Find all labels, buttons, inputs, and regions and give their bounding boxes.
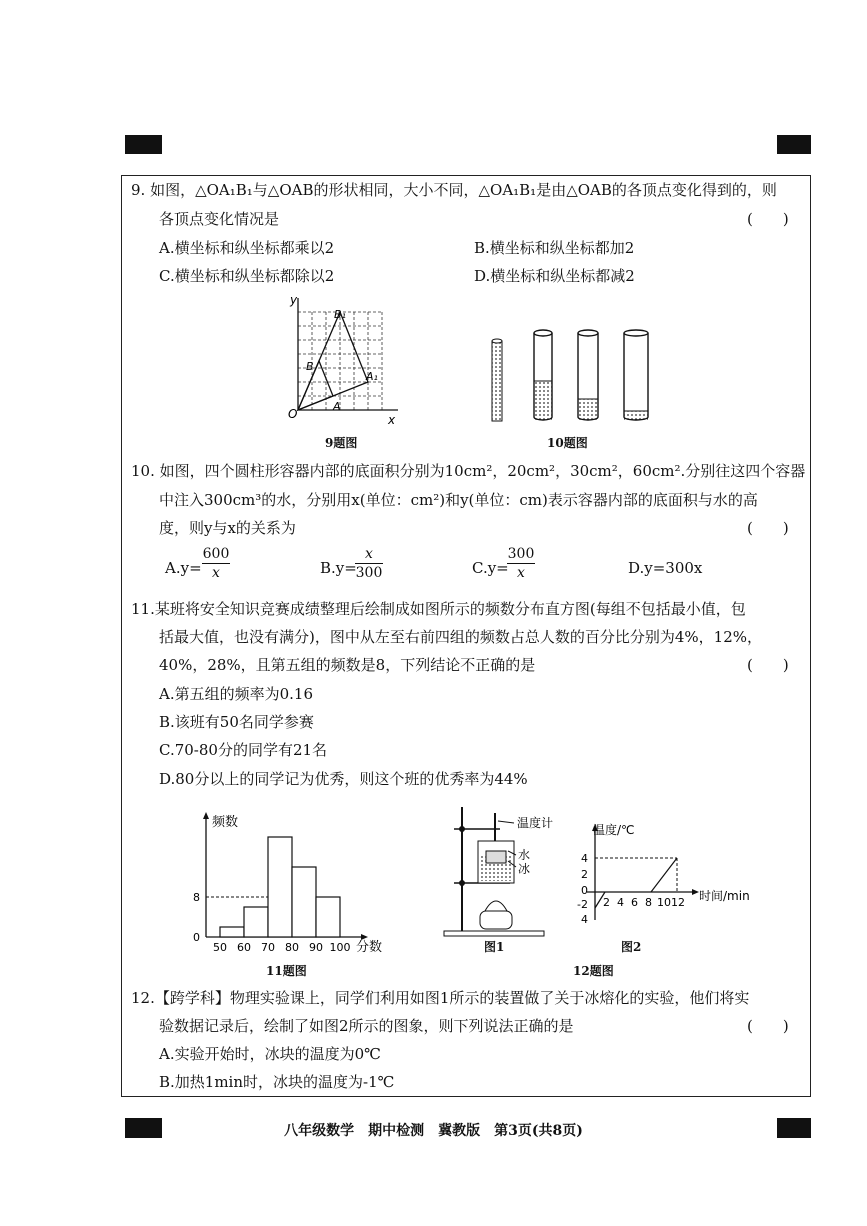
x-tick-label: 100 (329, 941, 351, 954)
q10-option-b-denominator: 300 (355, 565, 383, 581)
q12-answer-paren: ( ) (747, 1017, 789, 1035)
histogram-bar (268, 837, 292, 937)
page-footer: 八年级数学 期中检测 冀教版 第3页(共8页) (284, 1123, 583, 1139)
q11-figure-caption: 11题图 (266, 964, 307, 978)
x-axis-label: 分数 (356, 940, 383, 955)
q12-fig2-xtick: 6 (631, 896, 638, 909)
q12-fig2-xlabel: 时间/min (699, 889, 750, 903)
q12-fig2-ytick: 0 (581, 884, 588, 897)
q11-answer-paren: ( ) (747, 656, 789, 674)
q12-fig2-ytick: -2 (577, 898, 588, 911)
q11-line1: 11.某班将安全知识竞赛成绩整理后绘制成如图所示的频数分布直方图(每组不包括最小值，包 (131, 600, 746, 618)
q10-option-b-numerator: x (365, 546, 373, 562)
x-tick-label: 80 (285, 941, 299, 954)
q10-option-b-fraction (355, 546, 383, 581)
y-tick-label: 8 (193, 891, 200, 904)
q12-fig1-water-label: 水 (518, 848, 531, 862)
histogram-bar (220, 927, 244, 937)
q12-fig1-thermometer-label: 温度计 (517, 816, 554, 830)
q12-fig2-xtick: 4 (617, 896, 624, 909)
q12-fig1-caption: 图1 (484, 940, 505, 954)
q10-line1: 10. 如图，四个圆柱形容器内部的底面积分别为10cm²，20cm²，30cm²，60cm².分别往这四个容器 (131, 462, 806, 480)
y-axis-label: 频数 (212, 815, 239, 830)
q12-fig2-ylabel: 温度/℃ (593, 823, 635, 837)
registration-mark-top-right (777, 135, 811, 154)
q12-option-a: A.实验开始时，冰块的温度为0℃ (159, 1045, 381, 1063)
q11-option-d: D.80分以上的同学记为优秀，则这个班的优秀率为44% (159, 770, 528, 788)
q12-fig2-xtick: 2 (603, 896, 610, 909)
q12-figure-caption: 12题图 (573, 964, 614, 978)
histogram-bar (244, 907, 268, 937)
q12-option-b: B.加热1min时，冰块的温度为-1℃ (159, 1073, 395, 1091)
histogram-bar (316, 897, 340, 937)
q11-option-b: B.该班有50名同学参赛 (159, 713, 314, 731)
q10-option-c-fraction (507, 546, 535, 581)
q9-fig-b1-label: B₁ (334, 308, 346, 321)
q9-fig-x-label: x (388, 413, 396, 427)
q12-fig1-apparatus (440, 803, 590, 938)
x-tick-label: 60 (237, 941, 251, 954)
q9-fig-origin-label: O (288, 407, 298, 421)
q11-option-c: C.70-80分的同学有21名 (159, 741, 328, 759)
q12-fig2-xtick: 12 (671, 896, 685, 909)
q11-option-a: A.第五组的频率为0.16 (159, 685, 313, 703)
q9-line1: 9. 如图，△OA₁B₁与△OAB的形状相同，大小不同，△OA₁B₁是由△OAB的各顶点变化得到的，则 (131, 181, 777, 199)
q10-option-c-prefix: C.y= (472, 559, 509, 577)
q11-line2: 括最大值，也没有满分)，图中从左至右前四组的频数占总人数的百分比分别为4%，12%， (159, 628, 762, 646)
q10-answer-paren: ( ) (747, 519, 789, 537)
q12-line2: 验数据记录后，绘制了如图2所示的图象，则下列说法正确的是 (159, 1017, 574, 1035)
q12-fig2-ytick: 2 (581, 868, 588, 881)
y-axis-arrow (203, 812, 209, 819)
q12-fig1-ice-label: 冰 (518, 862, 531, 876)
q9-option-b: B.横坐标和纵坐标都加2 (474, 239, 635, 257)
q10-option-c-denominator: x (517, 565, 525, 581)
q10-figure-caption: 10题图 (547, 436, 588, 450)
q9-line2: 各顶点变化情况是 (159, 210, 280, 228)
q10-line2: 中注入300cm³的水，分别用x(单位：cm²)和y(单位：cm)表示容器内部的底面积与水的高 (159, 491, 758, 509)
q10-option-b-prefix: B.y= (320, 559, 357, 577)
q11-line3: 40%，28%，且第五组的频数是8，下列结论不正确的是 (159, 656, 536, 674)
q10-option-a-fraction (202, 546, 230, 581)
x-tick-label: 50 (213, 941, 227, 954)
q9-figure-grid (286, 294, 406, 434)
q9-figure-caption: 9题图 (325, 436, 358, 450)
q10-option-a-denominator: x (212, 565, 220, 581)
q9-option-c: C.横坐标和纵坐标都除以2 (159, 267, 335, 285)
q12-fig2-caption: 图2 (621, 940, 642, 954)
q9-fig-y-label: y (290, 293, 298, 307)
y-tick-label: 0 (193, 931, 200, 944)
q10-option-c-numerator: 300 (507, 546, 535, 562)
q12-fig2-graph (575, 820, 755, 935)
q9-fig-a1-label: A₁ (366, 370, 378, 383)
q12-line1: 12.【跨学科】物理实验课上，同学们利用如图1所示的装置做了关于冰熔化的实验，他们将实 (131, 989, 750, 1007)
q9-option-a: A.横坐标和纵坐标都乘以2 (159, 239, 335, 257)
q10-option-a-prefix: A.y= (165, 559, 202, 577)
q9-fig-b-label: B (306, 360, 314, 373)
q10-line3: 度，则y与x的关系为 (159, 519, 296, 537)
q12-fig2-xtick: 8 (645, 896, 652, 909)
x-tick-label: 70 (261, 941, 275, 954)
histogram-bar (292, 867, 316, 937)
x-tick-label: 90 (309, 941, 323, 954)
q12-fig2-ytick: 4 (581, 913, 588, 926)
q9-fig-a-label: A (333, 400, 341, 413)
q9-option-d: D.横坐标和纵坐标都减2 (474, 267, 635, 285)
registration-mark-top-left (125, 135, 162, 154)
q12-fig2-ytick: 4 (581, 852, 588, 865)
q11-histogram-chart (186, 812, 386, 962)
q10-figure-cylinders (486, 325, 656, 425)
q10-option-a-numerator: 600 (202, 546, 230, 562)
q10-option-d: D.y=300x (628, 559, 703, 577)
q12-fig2-xtick: 10 (657, 896, 671, 909)
q9-answer-paren: ( ) (747, 210, 789, 228)
